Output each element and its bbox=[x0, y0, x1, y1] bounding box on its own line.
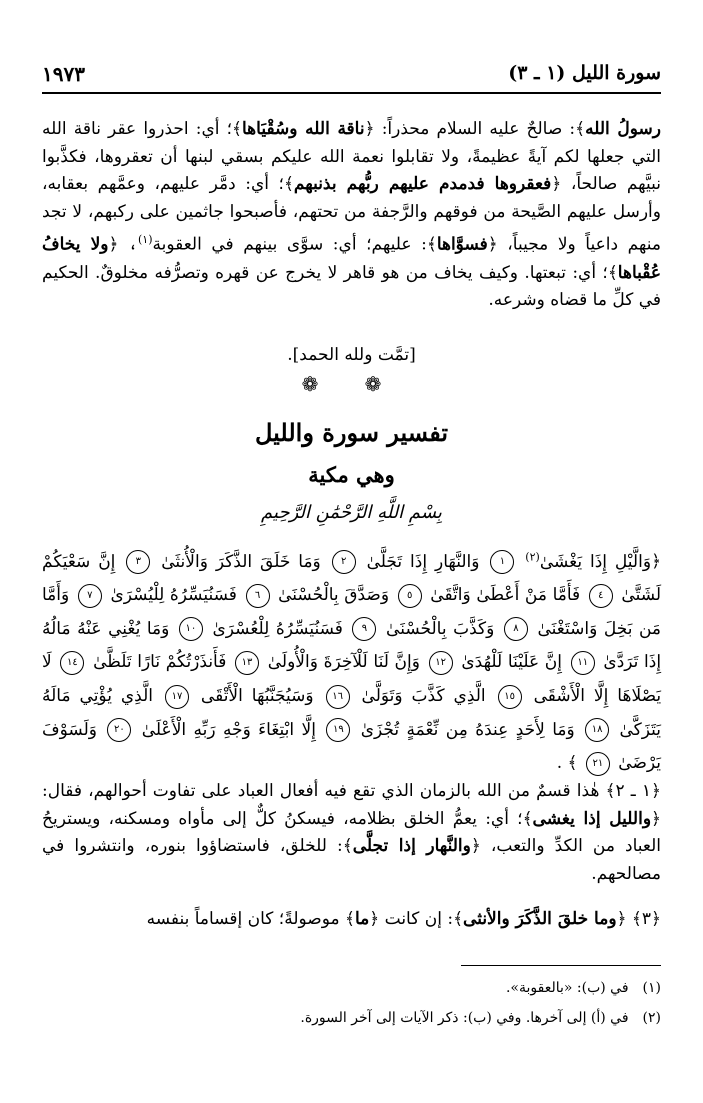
intro-bold-7: فسوَّاها bbox=[436, 235, 488, 256]
verse-number-marker: ٨ bbox=[504, 617, 528, 641]
footnote-1-number: (١) bbox=[642, 980, 661, 996]
intro-text-12: ﴾؛ أي: تبعتها. وكيف يخاف من هو قاهر لا يخرج عن قهره وتصرُّفه مخلوقٌ. الحكيم في كلِّ ما قضاه وشرعه. bbox=[42, 262, 661, 311]
footnote-divider bbox=[461, 965, 661, 966]
end-note: [تمَّت ولله الحمد]. bbox=[287, 345, 416, 365]
verse-number-marker: ٣ bbox=[126, 550, 150, 574]
verse-number-marker: ٢ bbox=[332, 550, 356, 574]
verse-text: وَإِنَّ لَنَا لَلْآخِرَةَ وَالْأُولَىٰ bbox=[267, 652, 420, 673]
intro-text-8: ﴾: عليهم؛ أي: سوَّى بينهم في العقوبة bbox=[152, 235, 437, 256]
tafsir-1-text-c: ﴾؛ أي: يعمُّ الخلق بظلامه، فيسكنُ كلٌّ إلى مأواه ومسكنه، ويستريحُ العباد من الكدِّ والتعب، ﴿ bbox=[42, 808, 662, 857]
footnote-2 bbox=[42, 1010, 661, 1026]
tafsir-2-bold-d: ما bbox=[354, 909, 370, 929]
intro-paragraph bbox=[42, 116, 661, 315]
intro-bold-3: ناقة الله وسُقْيَاها bbox=[242, 119, 365, 139]
verse-text: وَلَسَوْفَ يَرْضَىٰ bbox=[42, 719, 661, 774]
tafsir-2-text-e: ﴾ موصولةً؛ كان إقساماً بنفسه bbox=[146, 909, 355, 929]
ornament-divider: ❁ ❁ bbox=[301, 372, 402, 396]
verse-number-marker: ١٨ bbox=[585, 718, 609, 742]
verse-number-marker: ١٢ bbox=[429, 651, 453, 675]
verse-number-marker: ١٩ bbox=[326, 718, 350, 742]
verse-number-marker: ٧ bbox=[78, 584, 102, 608]
verse-text: وَالَّيْلِ إِذَا يَغْشَىٰ bbox=[539, 551, 652, 572]
verses-list bbox=[42, 552, 661, 774]
surah-title: تفسير سورة والليل bbox=[254, 418, 449, 447]
verse-number-marker: ١٠ bbox=[179, 617, 203, 641]
verse-text: الَّذِي كَذَّبَ وَتَوَلَّىٰ bbox=[361, 686, 486, 707]
tafsir-paragraph-1 bbox=[42, 778, 661, 888]
tafsir-2-text-a: ﴿٣﴾ ﴿ bbox=[616, 909, 661, 929]
verse-number-marker: ٩ bbox=[352, 617, 376, 641]
intro-bold-5: فعقروها فدمدم عليهم ربُّهم بذنبهم bbox=[293, 174, 552, 195]
verse-text: إِنَّ سَعْيَكُمْ لَشَتَّىٰ bbox=[42, 551, 662, 606]
verses-close-bracket: ﴾ . bbox=[556, 753, 578, 774]
running-title: سورة الليل (١ ـ ٣) bbox=[508, 62, 661, 84]
footnote-ref-2: (٢) bbox=[525, 550, 540, 563]
verse-number-marker: ٦ bbox=[246, 584, 270, 608]
intro-bold-11: ولا يخافُ عُقْباها bbox=[42, 235, 661, 283]
footnote-2-number: (٢) bbox=[642, 1010, 661, 1026]
verse-text: فَسَنُيَسِّرُهُ لِلْيُسْرَىٰ bbox=[110, 585, 237, 606]
verse-text: وَالنَّهَارِ إِذَا تَجَلَّىٰ bbox=[366, 551, 480, 572]
tafsir-1-bold-b: والليل إذا يغشى bbox=[532, 808, 652, 829]
intro-text-10: ، ﴿ bbox=[108, 235, 138, 256]
intro-bold-1: رسولُ الله bbox=[585, 119, 661, 139]
verse-text: إِنَّ عَلَيْنَا لَلْهُدَىٰ bbox=[461, 652, 563, 673]
page-header bbox=[42, 60, 661, 94]
tafsir-1-text-e: ﴾: للخلق، فاستضاؤوا بنوره، وانتشروا في مصالحهم. bbox=[42, 836, 661, 884]
intro-text-2: ﴾: صالحٌ عليه السلام محذراً: ﴿ bbox=[364, 119, 586, 139]
verse-number-marker: ٢٠ bbox=[107, 718, 131, 742]
tafsir-2-text-c: ﴾: إن كانت ﴿ bbox=[369, 909, 464, 929]
verse-text: فَأَنذَرْتُكُمْ نَارًا تَلَظَّىٰ bbox=[93, 652, 227, 673]
verse-text: إِلَّا ابْتِغَاءَ وَجْهِ رَبِّهِ الْأَعْلَىٰ bbox=[141, 719, 316, 740]
verse-number-marker: ١١ bbox=[571, 651, 595, 675]
verses-block bbox=[42, 540, 661, 781]
tafsir-2-bold-b: وما خلقَ الذَّكَرَ والأنثى bbox=[463, 909, 617, 929]
verse-number-marker: ١٣ bbox=[235, 651, 259, 675]
verse-text: وَصَدَّقَ بِالْحُسْنَىٰ bbox=[278, 585, 390, 606]
intro-text-6: ﴾؛ أي: دمَّر عليهم، وعمَّهم بعقابه، وأرسل عليهم الصَّيحة من فوقهم والرَّجفة من تحتهم، فأصبحوا جاثمين على ركبهم، لا تجد منهم داعياً ولا مجيباً، ﴿ bbox=[42, 174, 661, 256]
footnote-2-text: في (أ) إلى آخرها. وفي (ب): ذكر الآيات إلى آخر السورة. bbox=[300, 1010, 629, 1026]
verse-number-marker: ١٤ bbox=[60, 651, 84, 675]
verse-text: وَمَا لِأَحَدٍ عِندَهُ مِن نِّعْمَةٍ تُجْزَىٰ bbox=[360, 719, 575, 740]
footnote-1-text: في (ب): «بالعقوبة». bbox=[505, 980, 629, 996]
verse-text: وَكَذَّبَ بِالْحُسْنَىٰ bbox=[386, 618, 495, 639]
tafsir-1-bold-d: والنَّهار إذا تجلَّى bbox=[352, 836, 471, 857]
intro-text-4: ﴾؛ أي: احذروا عقر ناقة الله التي جعلها لكم آيةً عظيمةً، ولا تقابلوا نعمة الله عليكم بسقي لبنها أن تعقروها، فكذَّبوا نبيَّهم صالحاً، ﴿ bbox=[42, 119, 661, 195]
verse-text: فَأَمَّا مَنْ أَعْطَىٰ وَاتَّقَىٰ bbox=[430, 585, 581, 606]
verse-number-marker: ١ bbox=[490, 550, 514, 574]
verse-text: وَسَيُجَنَّبُهَا الْأَتْقَى bbox=[200, 686, 314, 707]
verse-number-marker: ١٥ bbox=[498, 685, 522, 709]
surah-subtitle: وهي مكية bbox=[308, 462, 395, 487]
verse-number-marker: ٤ bbox=[589, 584, 613, 608]
page-number: ١٩٧٣ bbox=[42, 62, 85, 86]
verses-open-bracket: ﴿ bbox=[651, 551, 662, 572]
verse-number-marker: ١٧ bbox=[165, 685, 189, 709]
verse-text: وَأَمَّا مَن بَخِلَ وَاسْتَغْنَىٰ bbox=[42, 585, 662, 639]
tafsir-1-text-a: ﴿١ ـ ٢﴾ هٰذا قسمٌ من الله بالزمان الذي تقع فيه أفعال العباد على تفاوت أحوالهم، فقال: ﴿ bbox=[42, 781, 661, 829]
verse-text: وَمَا يُغْنِي عَنْهُ مَالُهُ إِذَا تَرَدَّىٰ bbox=[42, 618, 662, 673]
verse-text: وَمَا خَلَقَ الذَّكَرَ وَالْأُنثَىٰ bbox=[161, 551, 321, 572]
verse-text: الَّذِي يُؤْتِي مَالَهُ يَتَزَكَّىٰ bbox=[42, 686, 661, 740]
footnote-ref-1: (١) bbox=[137, 233, 153, 247]
tafsir-paragraph-2 bbox=[42, 906, 661, 934]
footnote-1 bbox=[42, 980, 661, 996]
verse-text: فَسَنُيَسِّرُهُ لِلْعُسْرَىٰ bbox=[212, 618, 343, 639]
basmala: بِسْمِ اللَّهِ الرَّحْمَٰنِ الرَّحِيمِ bbox=[261, 502, 442, 523]
verse-number-marker: ٢١ bbox=[586, 752, 610, 776]
verse-text: لَا يَصْلَاهَا إِلَّا الْأَشْقَى bbox=[42, 652, 662, 707]
verse-number-marker: ٥ bbox=[398, 584, 422, 608]
verse-number-marker: ١٦ bbox=[326, 685, 350, 709]
